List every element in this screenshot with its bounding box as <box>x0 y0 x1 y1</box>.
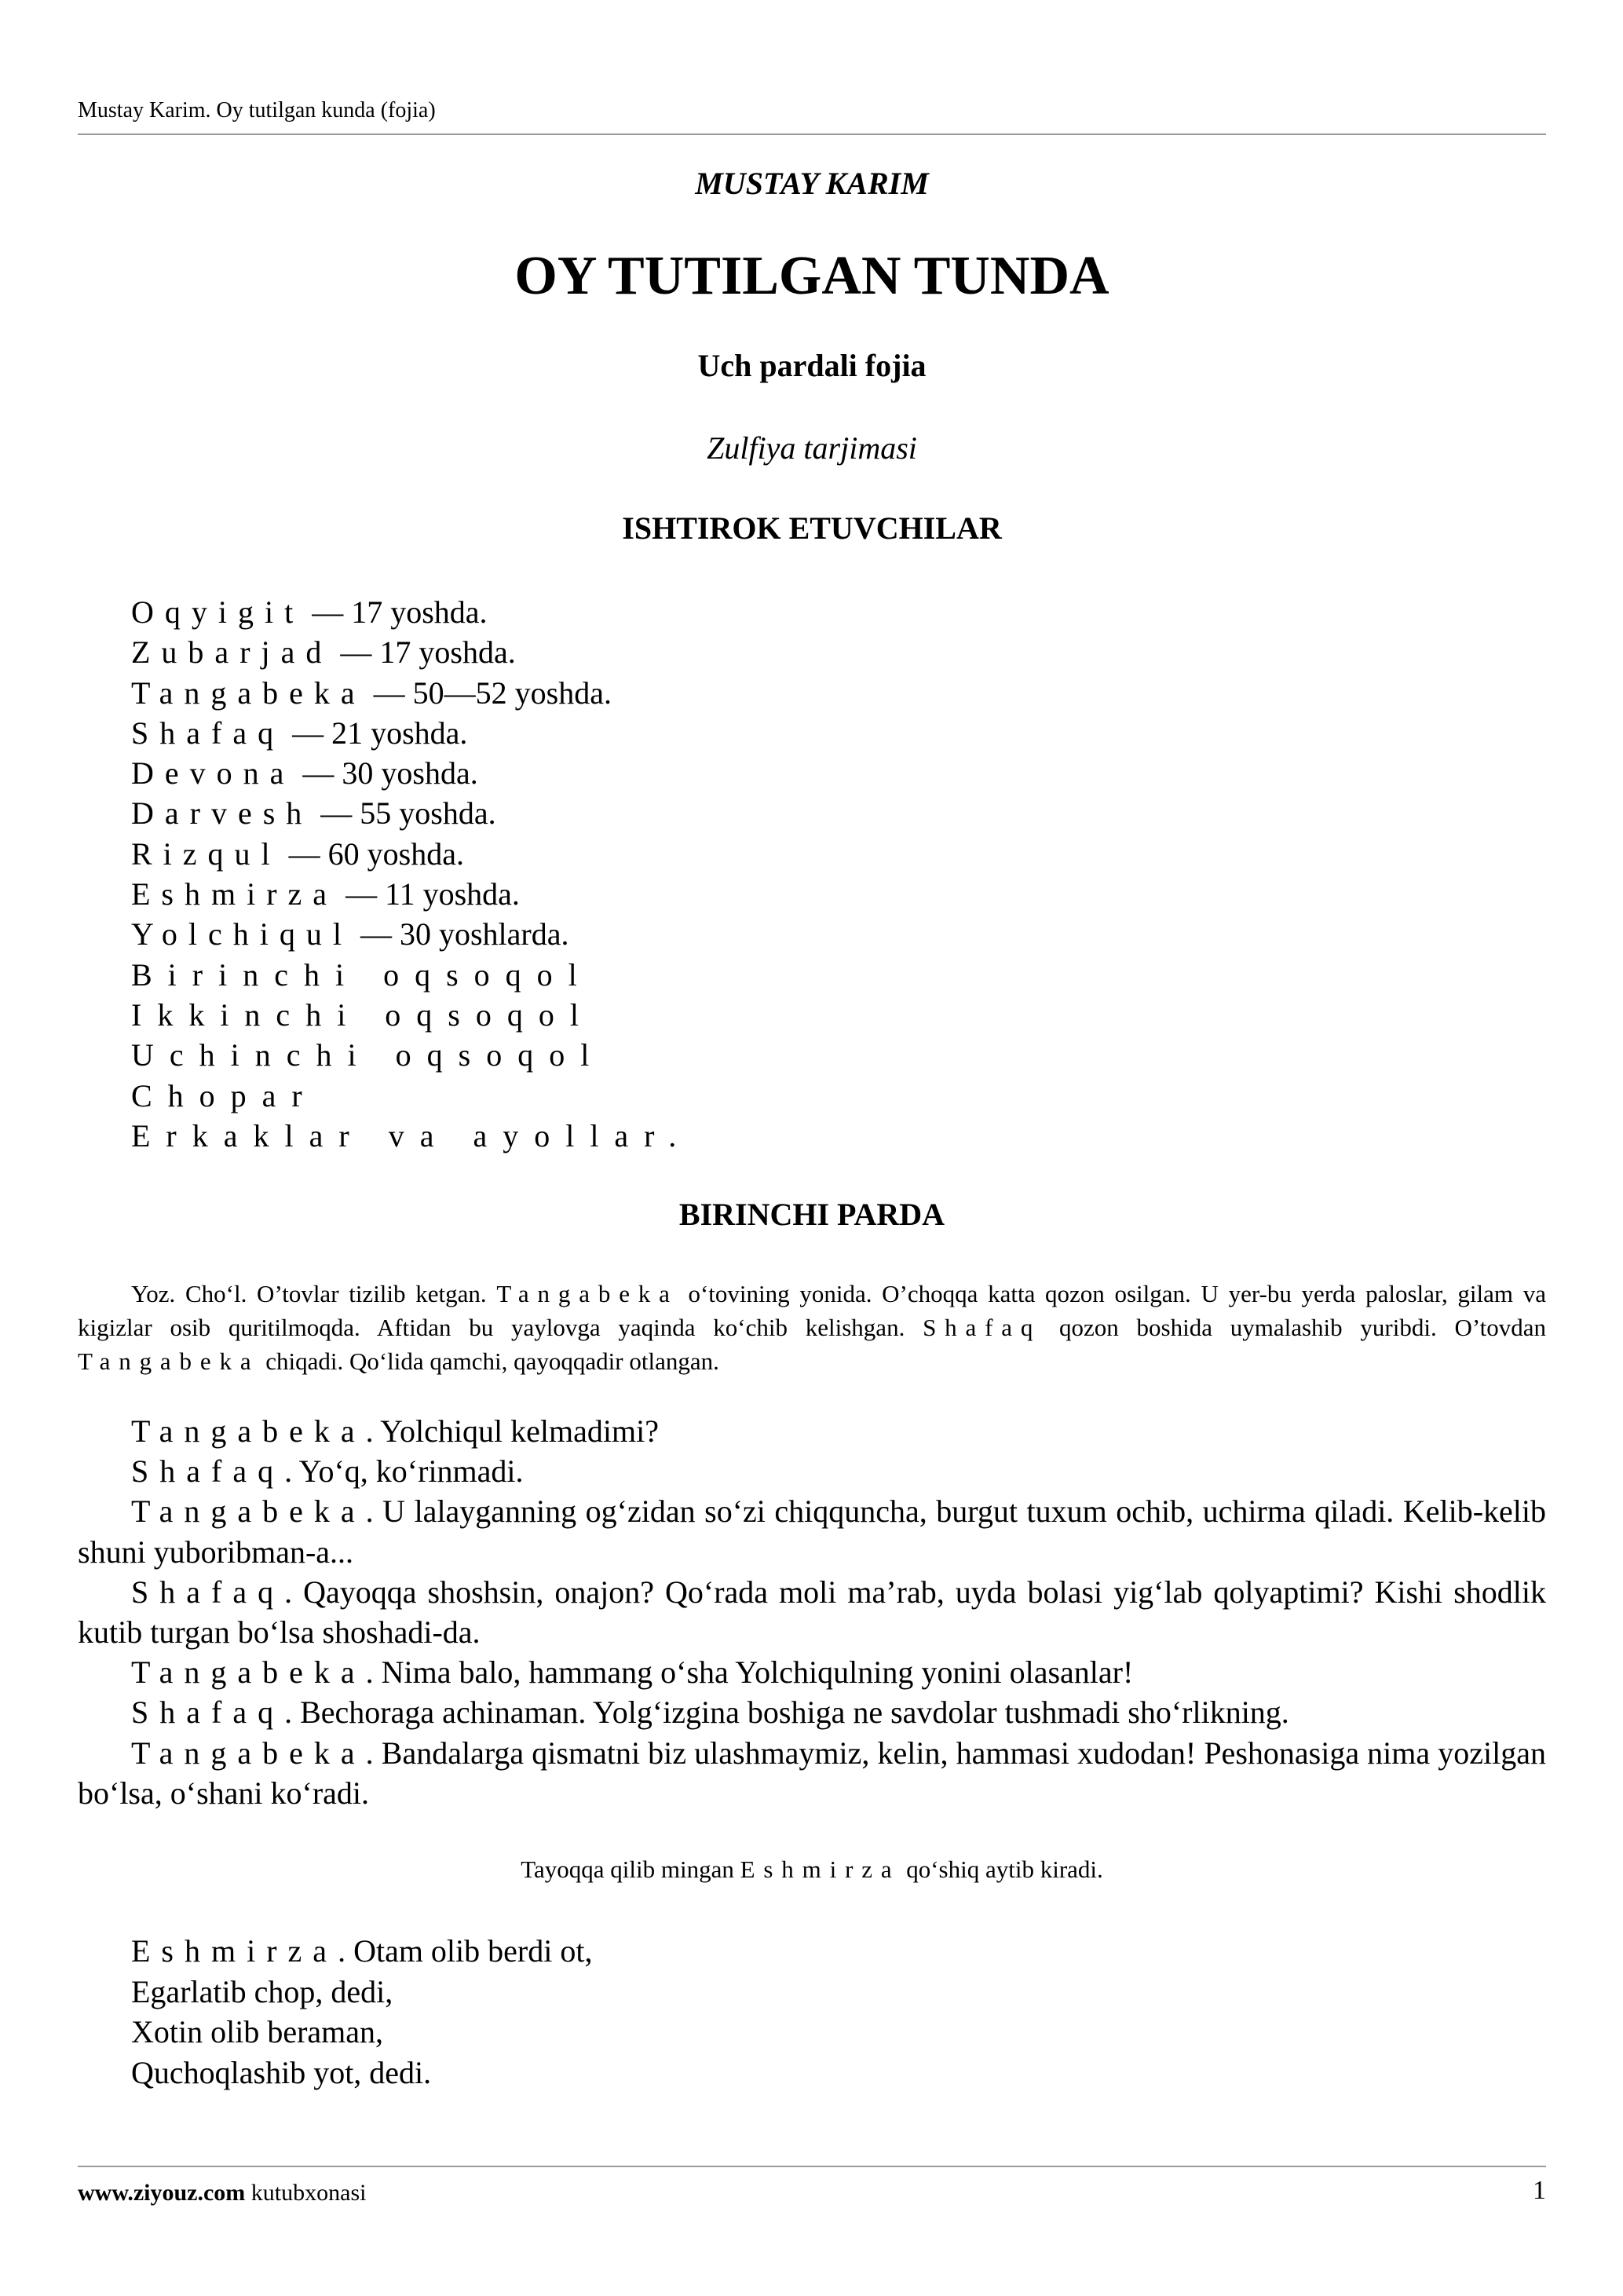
cast-member: Yolchiqul — 30 yoshlarda. <box>131 916 569 952</box>
page-number: 1 <box>1533 2176 1546 2205</box>
cast-list <box>131 592 692 1156</box>
act-heading: BIRINCHI PARDA <box>678 1197 945 1232</box>
verse-line: Eshmirza. Otam olib berdi ot, <box>131 1933 593 1969</box>
stage-direction: Yoz. Cho‘l. O’tovlar tizilib ketgan. Tangabeka o‘tovining yonida. O’choqqa katta qozon osilgan. U yer-bu yerda paloslar, gilam va kigizlar osib quritilmoqda. Aftidan bu yaylovga yaqinda ko‘chib kelishgan. Shafaq qozon boshida uymalashib yuribdi. O’tovdan Tangabeka chiqadi. Qo‘lida qamchi, qayoqqadir otlangan. <box>78 1280 1546 1375</box>
verse-line: Xotin olib beraman, <box>131 2014 384 2049</box>
speaker-name: Shafaq <box>131 1453 285 1490</box>
dialogue-line: Shafaq. Yo‘q, ko‘rinmadi. <box>131 1453 524 1490</box>
verse-line: Egarlatib chop, dedi, <box>131 1973 393 2009</box>
cast-member: Uchinchi oqsoqol <box>131 1037 605 1073</box>
stage-direction-center: Tayoqqa qilib mingan Eshmirza qo‘shiq aytib kiradi. <box>521 1855 1103 1883</box>
cast-heading: ISHTIROK ETUVCHILAR <box>622 510 1002 546</box>
dialogue-line: Shafaq. Bechoraga achinaman. Yolg‘izgina boshiga ne savdolar tushmadi sho‘rlikning. <box>131 1695 1289 1731</box>
dialogue <box>78 1411 1546 1813</box>
speaker-name: Shafaq <box>131 1574 285 1610</box>
running-header: Mustay Karim. Oy tutilgan kunda (fojia) <box>78 98 436 122</box>
speaker-name: Tangabeka <box>131 1493 366 1530</box>
cast-member: Oqyigit — 17 yoshda. <box>131 594 488 630</box>
dialogue-line: Tangabeka. Yolchiqul kelmadimi? <box>131 1413 659 1449</box>
speaker-name: Shafaq <box>131 1695 285 1731</box>
speaker-name: Eshmirza <box>131 1933 338 1969</box>
dialogue-line: Tangabeka. Nima balo, hammang o‘sha Yolchiqulning yonini olasanlar! <box>131 1654 1134 1691</box>
dialogue-line: Shafaq. Qayoqqa shoshsin, onajon? Qo‘rada moli ma’rab, uyda bolasi yig‘lab qolyaptimi? Kishi shodlik kutib turgan bo‘lsa shoshadi-da. <box>78 1574 1546 1651</box>
speaker-name: Tangabeka <box>131 1413 366 1449</box>
dialogue-line: Tangabeka. Bandalarga qismatni biz ulashmaymiz, kelin, hammasi xudodan! Peshonasiga nima yozilgan bo‘lsa, o‘shani ko‘radi. <box>78 1735 1546 1811</box>
translator-credit: Zulfiya tarjimasi <box>707 430 917 466</box>
footer-source: www.ziyouz.com kutubxonasi <box>78 2180 367 2206</box>
verse-line: Quchoqlashib yot, dedi. <box>131 2054 432 2090</box>
site-link[interactable]: www.ziyouz.com <box>78 2180 246 2206</box>
play-title: OY TUTILGAN TUNDA <box>514 246 1109 306</box>
song-verse <box>131 1931 592 2093</box>
cast-member: Birinchi oqsoqol <box>131 956 593 993</box>
cast-member: Darvesh — 55 yoshda. <box>131 795 496 832</box>
cast-member: Erkaklar va ayollar. <box>131 1117 693 1153</box>
cast-member: Eshmirza — 11 yoshda. <box>131 876 520 912</box>
cast-member: Shafaq — 21 yoshda. <box>131 715 468 751</box>
footer-divider <box>78 2166 1546 2167</box>
cast-member: Zubarjad — 17 yoshda. <box>131 634 516 671</box>
cast-member: Devona — 30 yoshda. <box>131 755 478 792</box>
dialogue-line: Tangabeka. U lalayganning og‘zidan so‘zi chiqquncha, burgut tuxum ochib, uchirma qiladi. Kelib-kelib shuni yuboribman-a... <box>78 1493 1546 1570</box>
author-name: MUSTAY KARIM <box>695 166 929 201</box>
cast-member: Rizqul — 60 yoshda. <box>131 835 464 872</box>
cast-member: Chopar <box>131 1077 318 1113</box>
play-subtitle: Uch pardali fojia <box>697 348 927 383</box>
cast-member: Tangabeka — 50—52 yoshda. <box>131 675 612 711</box>
speaker-name: Tangabeka <box>131 1654 366 1691</box>
cast-member: Ikkinchi oqsoqol <box>131 996 594 1033</box>
header-divider <box>78 133 1546 135</box>
speaker-name: Tangabeka <box>131 1735 366 1771</box>
